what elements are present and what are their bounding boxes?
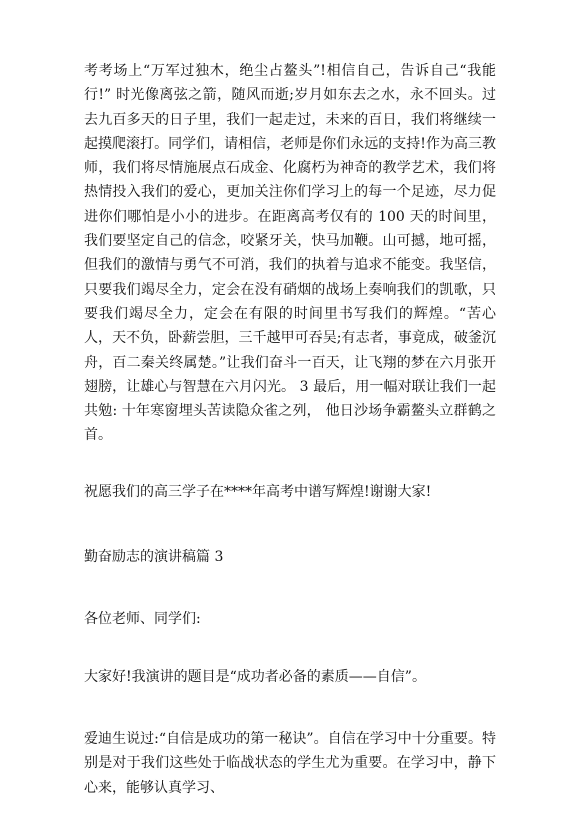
section-title: 勤奋励志的演讲稿篇 3: [84, 549, 224, 565]
closing-paragraph: 祝愿我们的高三学子在****年高考中谱写辉煌!谢谢大家!: [84, 484, 432, 500]
greeting-paragraph: 大家好!我演讲的题目是“成功者必备的素质——自信”。: [84, 669, 426, 685]
body-paragraph: 考考场上“万军过独木，绝尘占鳌头”!相信自己，告诉自己“我能行!” 时光像离弦之箭，随风而逝;岁月如东去之水，永不回头。过去九百多天的日子里，我们一起走过，未来的百日，我们将继续一起摸爬滚打。同学们，请相信，老师是你们永远的支持!作为高三教师，我们将尽情施展点石成金、化腐朽为神奇的教学艺术，我们将热情投入我们的爱心，更加关注你们学习上的每一个足迹，尽力促进你们哪怕是小小的进步。在距离高考仅有的 100 天的时间里，我们要坚定自己的信念，咬紧牙关，快马加鞭。山可撼，地可摇，但我们的激情与勇气不可消，我们的执着与追求不能变。我坚信，只要我们竭尽全力，定会在没有硝烟的战场上奏响我们的凯歌，只要我们竭尽全力，定会在有限的时间里书写我们的辉煌。“苦心人，天不负，卧薪尝胆，三千越甲可吞吴;有志者，事竟成，破釜沉舟，百二秦关终属楚。”让我们奋斗一百天，让飞翔的梦在六月张开翅膀，让雄心与智慧在六月闪光。 3 最后，用一幅对联让我们一起共勉: 十年寒窗埋头苦读隐众雀之列， 他日沙场争霸鳌头立群鹤之首。: [84, 63, 496, 444]
salutation: 各位老师、同学们:: [84, 611, 201, 627]
body-paragraph-2: 爱迪生说过:“自信是成功的第一秘诀”。自信在学习中十分重要。特别是对于我们这些处于临战状态的学生尤为重要。在学习中，静下心来，能够认真学习、: [84, 731, 496, 796]
